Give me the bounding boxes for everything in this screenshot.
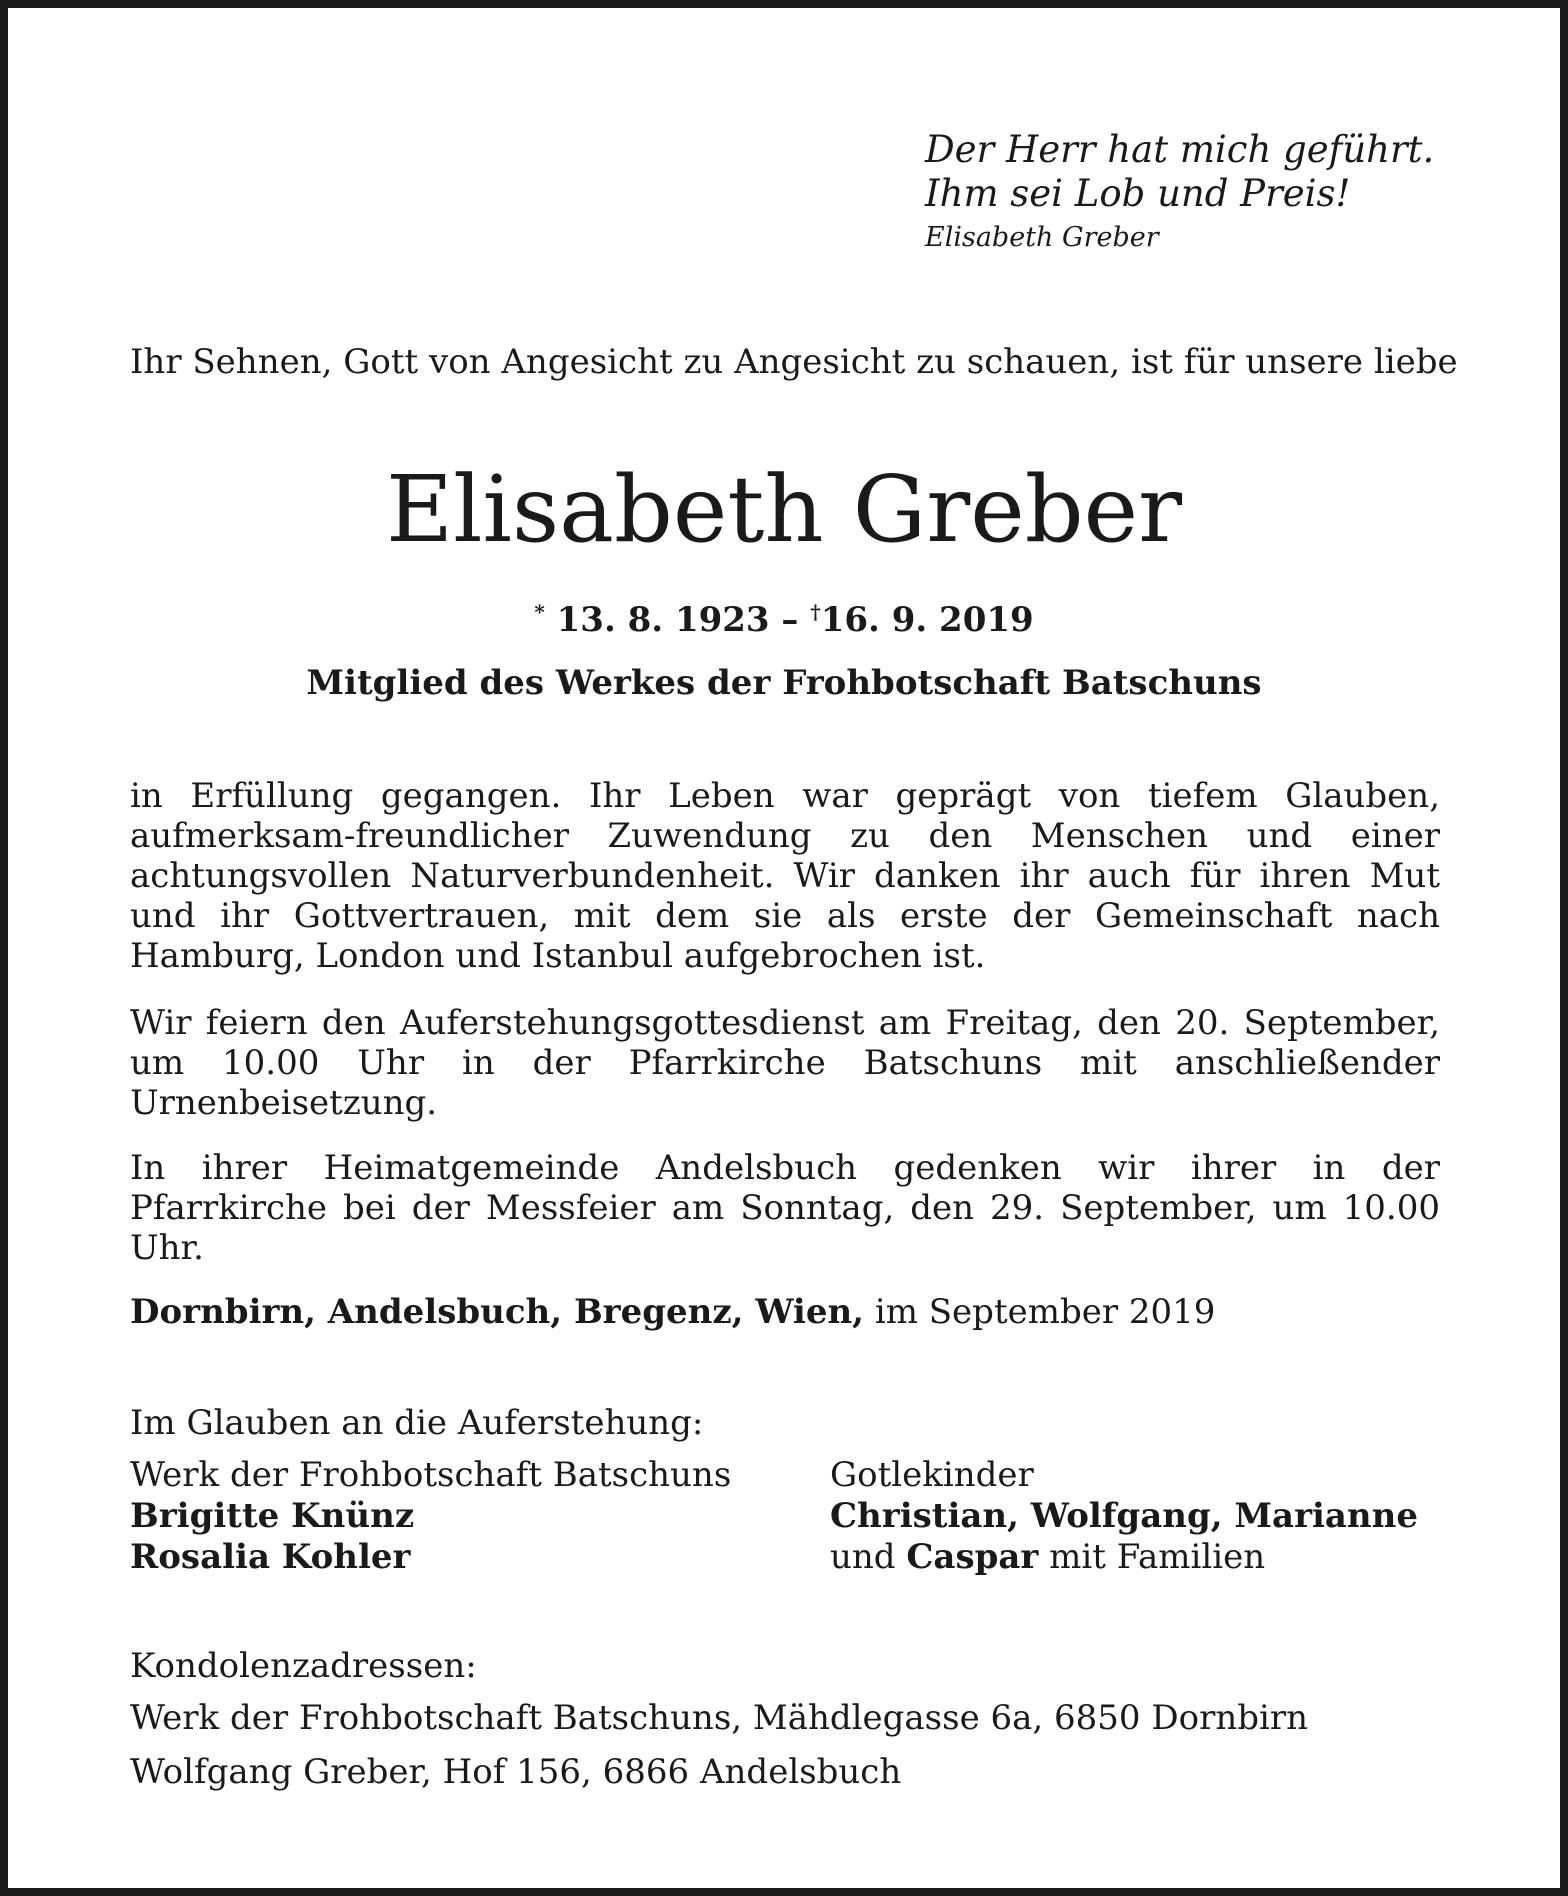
paragraph-memorial: In ihrer Heimatgemeinde Andelsbuch gedenken wir ihrer in der Pfarrkirche bei der Messfeier am Sonntag, den 29. September, um 10.00 Uhr.: [130, 1148, 1440, 1268]
signers-left: [130, 1455, 731, 1578]
notice-date: im September 2019: [874, 1292, 1216, 1332]
motto-author: Elisabeth Greber: [925, 222, 1159, 253]
paragraph-life: in Erfüllung gegangen. Ihr Leben war geprägt von tiefem Glauben, aufmerksam-freundlicher Zuwendung zu den Menschen und einer achtungsvollen Naturverbundenheit. Wir danken ihr auch für ihren Mut und ihr Gottvertrauen, mit dem sie als erste der Gemeinschaft nach Hamburg, London und Istanbul aufgebrochen ist.: [130, 776, 1440, 976]
birth-date: 13. 8. 1923: [556, 600, 770, 640]
signer-name: Rosalia Kohler: [130, 1537, 411, 1577]
signer-suffix: mit Familien: [1049, 1537, 1266, 1577]
birth-symbol: *: [534, 600, 545, 624]
and-word: und: [830, 1537, 896, 1577]
date-separator: –: [781, 600, 799, 640]
motto: [925, 128, 1434, 216]
place-date: [130, 1292, 1215, 1332]
signer-last-name: Caspar: [906, 1537, 1039, 1577]
signers-intro: Im Glauben an die Auferstehung:: [130, 1403, 704, 1443]
places: Dornbirn, Andelsbuch, Bregenz, Wien,: [130, 1292, 865, 1332]
signer-names: Christian, Wolfgang, Marianne: [830, 1496, 1418, 1536]
signers-right: [830, 1455, 1418, 1578]
signer-group-right: Gotlekinder: [830, 1455, 1034, 1495]
condolence-label: Kondolenzadressen:: [130, 1646, 477, 1686]
death-date: 16. 9. 2019: [820, 600, 1034, 640]
motto-line-1: Der Herr hat mich geführt.: [925, 128, 1435, 171]
membership: Mitglied des Werkes der Frohbotschaft Batschuns: [306, 663, 1262, 703]
paragraph-service: Wir feiern den Auferstehungsgottesdienst am Freitag, den 20. September, um 10.00 Uhr in der Pfarrkirche Batschuns mit anschließender Urnenbeisetzung.: [130, 1003, 1440, 1123]
signer-last-line: [830, 1537, 1418, 1578]
condolence-address: Wolfgang Greber, Hof 156, 6866 Andelsbuch: [130, 1752, 902, 1792]
deceased-name: Elisabeth Greber: [385, 456, 1183, 563]
life-dates: [0, 600, 1568, 640]
motto-line-2: Ihm sei Lob und Preis!: [925, 172, 1351, 215]
signer-group-left: Werk der Frohbotschaft Batschuns: [130, 1455, 732, 1495]
intro-text: Ihr Sehnen, Gott von Angesicht zu Angesicht zu schauen, ist für unsere liebe: [130, 342, 1458, 382]
signer-name: Brigitte Knünz: [130, 1496, 415, 1536]
condolence-address: Werk der Frohbotschaft Batschuns, Mähdlegasse 6a, 6850 Dornbirn: [130, 1698, 1309, 1738]
death-symbol: †: [810, 600, 821, 624]
